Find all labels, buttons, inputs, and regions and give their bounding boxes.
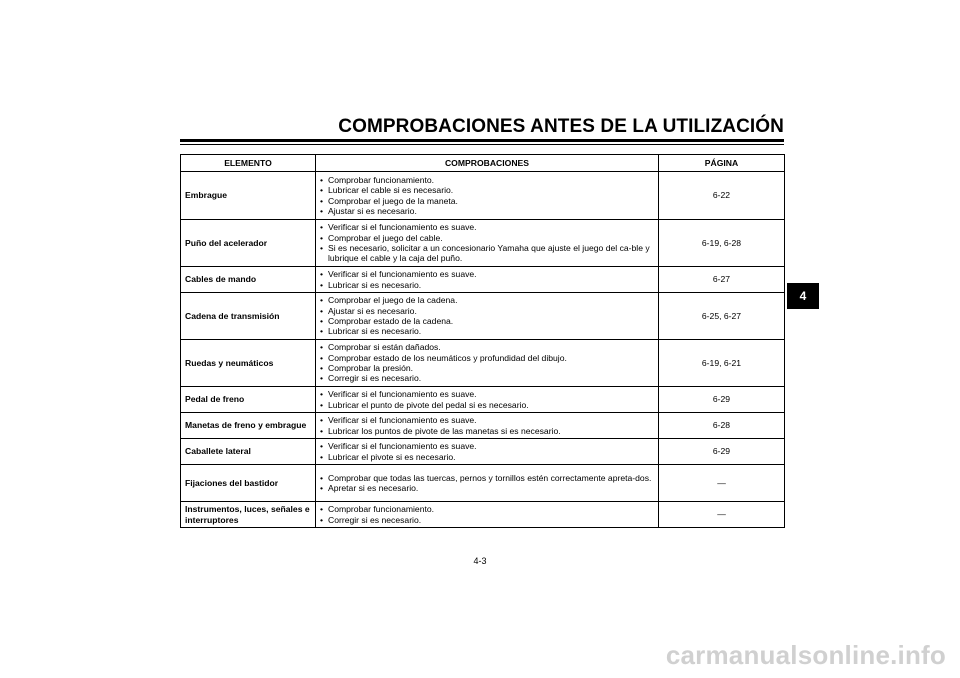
list-item: • Ajustar si es necesario. xyxy=(320,206,654,216)
list-item: • Verificar si el funcionamiento es suave. xyxy=(320,389,654,399)
table-row xyxy=(181,293,785,340)
list-item: • Comprobar si están dañados. xyxy=(320,342,654,352)
row-checks xyxy=(316,387,659,413)
row-page: 6-29 xyxy=(659,387,785,413)
row-element: Embrague xyxy=(181,172,316,220)
list-item: • Lubricar el punto de pivote del pedal si es necesario. xyxy=(320,400,654,410)
list-item: • Corregir si es necesario. xyxy=(320,515,654,525)
row-checks xyxy=(316,502,659,528)
header-page: PÁGINA xyxy=(659,155,785,172)
list-item: • Comprobar funcionamiento. xyxy=(320,504,654,514)
table-row xyxy=(181,340,785,387)
row-page: 6-22 xyxy=(659,172,785,220)
table-row xyxy=(181,413,785,439)
watermark: carmanualsonline.info xyxy=(665,640,946,670)
row-element: Pedal de freno xyxy=(181,387,316,413)
row-checks xyxy=(316,413,659,439)
list-item: • Verificar si el funcionamiento es suave. xyxy=(320,269,654,279)
row-page: 6-19, 6-28 xyxy=(659,220,785,267)
list-item: • Comprobar la presión. xyxy=(320,363,654,373)
row-element: Cables de mando xyxy=(181,267,316,293)
list-item: • Lubricar si es necesario. xyxy=(320,280,654,290)
list-item: • Apretar si es necesario. xyxy=(320,483,654,493)
page-number: 4-3 xyxy=(473,556,487,566)
row-element: Fijaciones del bastidor xyxy=(181,465,316,502)
list-item: • Comprobar el juego de la maneta. xyxy=(320,196,654,206)
list-item: • Si es necesario, solicitar a un concesionario Yamaha que ajuste el juego del ca-ble y lubrique el cable y la caja del puño. xyxy=(320,243,654,264)
list-item: • Comprobar funcionamiento. xyxy=(320,175,654,185)
title-underline-thin xyxy=(180,144,784,145)
row-checks xyxy=(316,293,659,340)
row-checks xyxy=(316,439,659,465)
row-checks xyxy=(316,340,659,387)
pre-operation-check-table xyxy=(180,154,785,528)
chapter-tab: 4 xyxy=(787,283,819,309)
row-element: Manetas de freno y embrague xyxy=(181,413,316,439)
row-element: Caballete lateral xyxy=(181,439,316,465)
row-checks xyxy=(316,172,659,220)
row-page: — xyxy=(659,502,785,528)
row-element: Puño del acelerador xyxy=(181,220,316,267)
table-row xyxy=(181,502,785,528)
row-page: 6-27 xyxy=(659,267,785,293)
header-element: ELEMENTO xyxy=(181,155,316,172)
table-header-row xyxy=(181,155,785,172)
table-row xyxy=(181,465,785,502)
table-row xyxy=(181,387,785,413)
header-checks: COMPROBACIONES xyxy=(316,155,659,172)
list-item: • Comprobar estado de los neumáticos y profundidad del dibujo. xyxy=(320,353,654,363)
row-element: Cadena de transmisión xyxy=(181,293,316,340)
row-checks xyxy=(316,220,659,267)
row-page: — xyxy=(659,465,785,502)
row-page: 6-28 xyxy=(659,413,785,439)
row-element: Instrumentos, luces, señales e interruptores xyxy=(181,502,316,528)
row-checks xyxy=(316,267,659,293)
table-row xyxy=(181,267,785,293)
table-row xyxy=(181,172,785,220)
list-item: • Verificar si el funcionamiento es suave. xyxy=(320,222,654,232)
row-page: 6-25, 6-27 xyxy=(659,293,785,340)
list-item: • Lubricar el cable si es necesario. xyxy=(320,185,654,195)
list-item: • Lubricar si es necesario. xyxy=(320,326,654,336)
list-item: • Verificar si el funcionamiento es suave. xyxy=(320,441,654,451)
page-title: COMPROBACIONES ANTES DE LA UTILIZACIÓN xyxy=(338,116,784,137)
table-row xyxy=(181,220,785,267)
table-row xyxy=(181,439,785,465)
row-page: 6-19, 6-21 xyxy=(659,340,785,387)
list-item: • Comprobar que todas las tuercas, pernos y tornillos estén correctamente apreta-dos. xyxy=(320,473,654,483)
list-item: • Ajustar si es necesario. xyxy=(320,306,654,316)
list-item: • Corregir si es necesario. xyxy=(320,373,654,383)
list-item: • Lubricar los puntos de pivote de las manetas si es necesario. xyxy=(320,426,654,436)
list-item: • Comprobar el juego de la cadena. xyxy=(320,295,654,305)
list-item: • Verificar si el funcionamiento es suave. xyxy=(320,415,654,425)
list-item: • Comprobar estado de la cadena. xyxy=(320,316,654,326)
list-item: • Lubricar el pivote si es necesario. xyxy=(320,452,654,462)
row-page: 6-29 xyxy=(659,439,785,465)
row-element: Ruedas y neumáticos xyxy=(181,340,316,387)
title-underline-thick xyxy=(180,139,784,142)
list-item: • Comprobar el juego del cable. xyxy=(320,233,654,243)
row-checks xyxy=(316,465,659,502)
